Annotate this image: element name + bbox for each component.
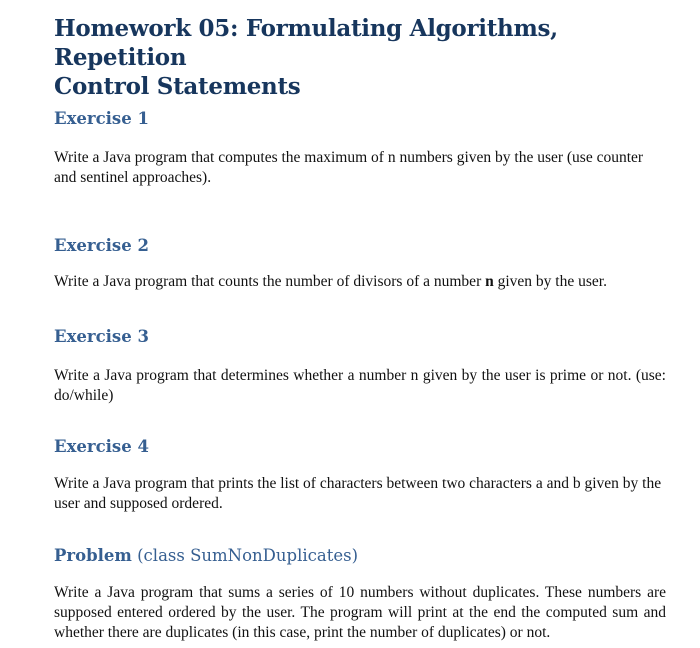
exercise-4-heading: Exercise 4 <box>54 437 149 456</box>
title-line-1: Homework 05: Formulating Algorithms, Repetition <box>54 15 558 71</box>
exercise-3-text: Write a Java program that determines whether a number n given by the user is prime or not. (use: do/while) <box>54 367 666 404</box>
problem-text: Write a Java program that sums a series of 10 numbers without duplicates. These numbers are supposed entered ordered by the user. The program will print at the end the computed sum and whether there are duplicates (in this case, print the number of duplicates) or not. <box>54 584 666 641</box>
exercise-4-text: Write a Java program that prints the list of characters between two characters a and b given by the user and supposed ordered. <box>54 475 662 512</box>
exercise-2-variable-n: n <box>485 273 494 290</box>
exercise-2-text <box>54 272 666 292</box>
problem-heading-label: Problem <box>54 546 132 565</box>
problem-heading-class-name: (class SumNonDuplicates) <box>131 546 359 565</box>
exercise-1-heading: Exercise 1 <box>54 109 149 128</box>
exercise-3-heading: Exercise 3 <box>54 327 149 346</box>
page-title <box>54 14 674 101</box>
title-line-2: Control Statements <box>54 73 301 100</box>
exercise-2-heading: Exercise 2 <box>54 236 149 255</box>
exercise-1-text: Write a Java program that computes the maximum of n numbers given by the user (use counter and sentinel approaches). <box>54 149 644 186</box>
exercise-2-text-part2: given by the user. <box>493 273 607 290</box>
problem-heading <box>54 545 358 567</box>
exercise-2-text-part1: Write a Java program that counts the number of divisors of a number <box>54 273 486 290</box>
